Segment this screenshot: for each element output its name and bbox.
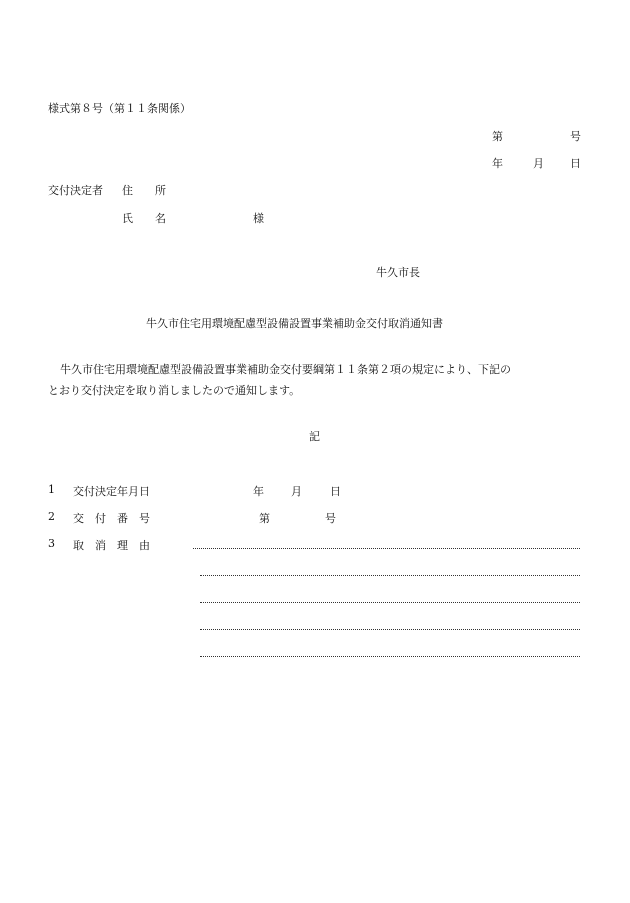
item-2-num: 2 [48,510,55,523]
sender: 牛久市長 [376,266,420,279]
item-3-label: 取 消 理 由 [73,539,150,552]
item-1-year: 年 [253,485,264,498]
date-year: 年 [492,157,503,170]
honorific: 様 [253,212,264,225]
page-title: 牛久市住宅用環境配慮型設備設置事業補助金交付取消通知書 [146,317,443,330]
date-day: 日 [570,157,581,170]
item-3-num: 3 [48,537,55,550]
date-month: 月 [533,157,544,170]
item-1-num: 1 [48,483,55,496]
recipient-label: 交付決定者 [48,184,103,197]
body-line-1: 牛久市住宅用環境配慮型設備設置事業補助金交付要綱第１１条第２項の規定により、下記の [60,363,511,376]
reason-line-4[interactable] [200,629,580,630]
item-2-prefix: 第 [259,512,270,525]
address-label: 住 所 [122,184,166,197]
form-number: 様式第８号（第１１条関係） [48,102,191,115]
ki-label: 記 [309,430,320,443]
item-2-suffix: 号 [325,512,336,525]
item-1-day: 日 [330,485,341,498]
name-label: 氏 名 [122,212,166,225]
item-1-month: 月 [291,485,302,498]
body-line-2: とおり交付決定を取り消しましたので通知します。 [48,384,301,397]
item-1-label: 交付決定年月日 [73,485,150,498]
reason-line-5[interactable] [200,656,580,657]
reason-line-3[interactable] [200,602,580,603]
doc-number-prefix: 第 [492,130,503,143]
item-2-label: 交 付 番 号 [73,512,150,525]
doc-number-suffix: 号 [570,130,581,143]
reason-line-1[interactable] [193,548,580,549]
reason-line-2[interactable] [200,575,580,576]
